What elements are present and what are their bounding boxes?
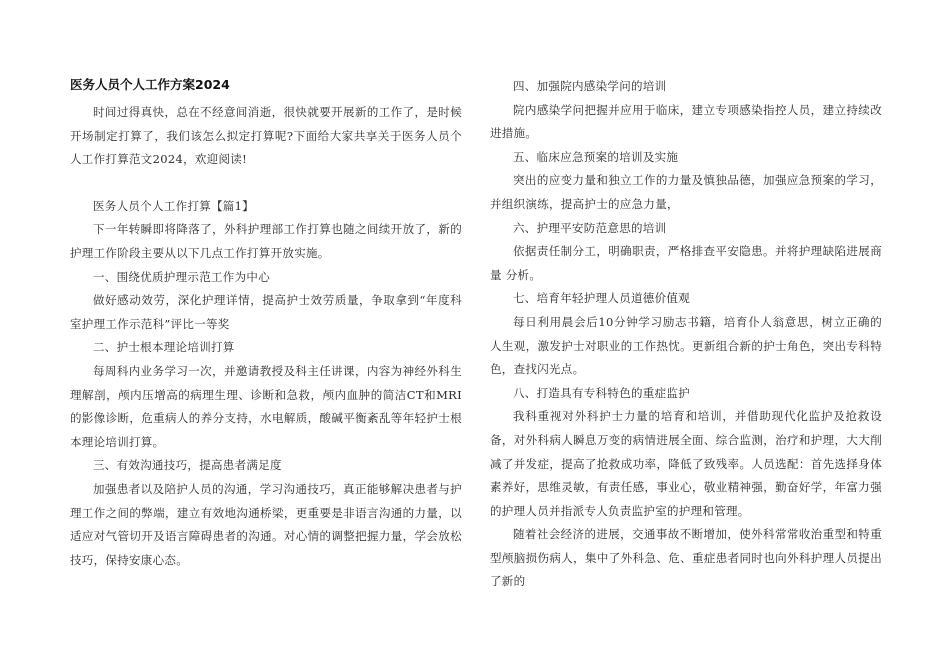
body-paragraph: 下一年转瞬即将降落了，外科护理部工作打算也随之间续开放了，新的护理工作阶段主要从以下几点工作打算开放实施。 bbox=[70, 222, 462, 260]
section-heading: 一、围绕优质护理示范工作为中心 bbox=[93, 269, 270, 284]
page-title: 医务人员个人工作方案2024 bbox=[70, 77, 230, 92]
section-heading: 六、护理平安防范意思的培训 bbox=[513, 220, 667, 235]
body-paragraph: 加强患者以及陪护人员的沟通，学习沟通技巧，真正能够解决患者与护理工作之间的弊端，建立有效地沟通桥梁，更重要是非语言沟通的力量，以适应对气管切开及语言障碍患者的沟通。对心情的调整把握力量，学会放松技巧，保持安康心态。 bbox=[70, 481, 462, 567]
body-paragraph: 依据责任制分工，明确职责，严格排查平安隐患。并将护理缺陷进展商量 分析。 bbox=[490, 244, 882, 282]
body-paragraph: 突出的应变力量和独立工作的力量及慎独品德，加强应急预案的学习，并组织演练，提高护士的应急力量， bbox=[490, 173, 882, 211]
section-heading: 八、打造具有专科特色的重症监护 bbox=[513, 385, 690, 400]
body-paragraph: 每周科内业务学习一次，并邀请教授及科主任讲课，内容为神经外科生理解剖，颅内压增高的病理生理、诊断和急救，颅内血肿的简洁CT和MRI的影像诊断，危重病人的养分支持，水电解质，酸碱平衡紊乱等年轻护士根本理论培训打算。 bbox=[70, 363, 462, 449]
left-column bbox=[70, 75, 462, 572]
section-title-part1: 医务人员个人工作打算【篇1】 bbox=[93, 198, 255, 213]
section-heading: 五、临床应急预案的培训及实施 bbox=[513, 149, 679, 164]
spacer bbox=[70, 172, 462, 195]
section-heading: 二、护士根本理论培训打算 bbox=[93, 340, 235, 355]
body-paragraph: 随着社会经济的进展，交通事故不断增加，使外科常常收治重型和特重型颅脑损伤病人，集中了外科急、危、重症患者同时也向外科护理人员提出了新的 bbox=[490, 527, 882, 589]
body-paragraph: 我科重视对外科护士力量的培育和培训，并借助现代化监护及抢救设备，对外科病人瞬息万变的病情进展全面、综合监测，治疗和护理，大大削减了并发症，提高了抢救成功率，降低了致残率。人员选配：首先选择身体素养好，思维灵敏，有责任感，事业心，敬业精神强，勤奋好学，年富力强的护理人员并指派专人负责监护室的护理和管理。 bbox=[490, 409, 882, 518]
body-paragraph: 每日利用晨会后10分钟学习励志书籍，培育仆人翁意思，树立正确的人生观，激发护士对职业的工作热忱。更新组合新的护士角色，突出专科特色，查找闪光点。 bbox=[490, 314, 882, 377]
body-paragraph: 做好感动效劳，深化护理详情，提高护士效劳质量，争取拿到“年度科室护理工作示范科”评比一等奖 bbox=[70, 293, 462, 331]
section-heading: 七、培育年轻护理人员道德价值观 bbox=[513, 291, 690, 306]
body-paragraph: 院内感染学问把握并应用于临床，建立专项感染指控人员，建立持续改进措施。 bbox=[490, 102, 882, 141]
intro-paragraph: 时间过得真快，总在不经意间消逝，很快就要开展新的工作了，是时候开场制定打算了，我们该怎么拟定打算呢?下面给大家共享关于医务人员个人工作打算范文2024，欢迎阅读! bbox=[70, 105, 462, 167]
section-heading: 四、加强院内感染学问的培训 bbox=[513, 79, 667, 93]
section-heading: 三、有效沟通技巧，提高患者满足度 bbox=[93, 458, 282, 473]
right-column bbox=[490, 75, 882, 594]
